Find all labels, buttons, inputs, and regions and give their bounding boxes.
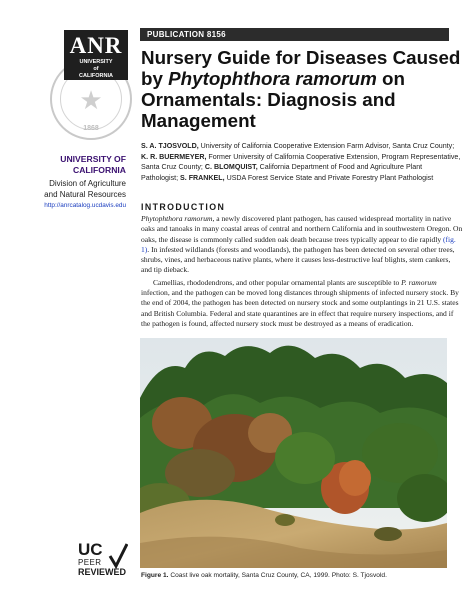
- figure-label: Figure 1.: [141, 572, 169, 579]
- intro-body: [141, 214, 463, 329]
- title-italic: Phytophthora ramorum: [168, 68, 377, 89]
- anr-logo: [64, 30, 128, 80]
- oak-mortality-photo: [140, 338, 447, 568]
- author-role: University of California Cooperative Extension Farm Advisor, Santa Cruz County;: [198, 142, 455, 150]
- peer-line1: PEER: [78, 558, 102, 567]
- university-name: UNIVERSITY OF CALIFORNIA: [60, 154, 126, 175]
- text-run: Camellias, rhododendrons, and other popular ornamental plants are susceptible to: [153, 277, 402, 287]
- title-part1: Nursery Guide for Diseases Caused by: [141, 47, 461, 89]
- anr-logo-line1: UNIVERSITY: [79, 59, 113, 65]
- check-icon: [108, 542, 128, 570]
- peer-line2: REVIEWED: [78, 567, 127, 577]
- species-name: Phytophthora ramorum: [141, 214, 213, 223]
- intro-paragraph-1: [141, 214, 463, 276]
- authors-block: [141, 141, 461, 183]
- seal-year: 1868: [83, 125, 99, 132]
- publication-banner: PUBLICATION 8156: [140, 28, 449, 41]
- catalog-link[interactable]: http://anrcatalog.ucdavis.edu: [44, 202, 126, 209]
- author-name: K. R. BUERMEYER,: [141, 152, 207, 161]
- anr-logo-line2: of: [93, 66, 99, 72]
- figure-caption: [141, 572, 461, 579]
- author-name: C. BLOMQUIST,: [204, 163, 258, 172]
- author-role: USDA Forest Service State and Private Forestry Plant Pathologist: [224, 173, 434, 182]
- peer-reviewed-mark: [78, 542, 132, 577]
- figure-link[interactable]: (fig. 1): [141, 234, 456, 254]
- author-role: California Department of Food and Agriculture Plant Pathologist;: [141, 163, 423, 182]
- anr-logo-text: ANR: [69, 33, 123, 58]
- author-role: Former University of California Cooperative Extension, Program Representative, Santa Cruz County;: [141, 152, 461, 172]
- figure-text: Coast live oak mortality, Santa Cruz County, CA, 1999. Photo: S. Tjosvold.: [168, 572, 387, 579]
- text-run: . In infested wildlands (forests and woodlands), the pathogen has been detected on several other trees, shrubs, vines, and herbaceous native plants, where it causes less-destructive leaf blights, stem cankers, and tip dieback.: [141, 244, 455, 275]
- title-part2: on Ornamentals: Diagnosis and Management: [141, 68, 406, 131]
- author-name: S. A. TJOSVOLD,: [141, 142, 199, 150]
- figure-photo: [140, 338, 447, 568]
- section-heading: INTRODUCTION: [141, 202, 226, 212]
- seal-star-icon: ★: [79, 86, 103, 115]
- division-name: Division of Agriculture and Natural Resources: [44, 179, 126, 199]
- text-run: infection, and the pathogen can be moved long distances through shipments of infected nursery stock. By the end of 2004, the pathogen has been detected on nursery stock and some outplantings in 21 U.S. states and British Columbia. Federal and state quarantines are in effect that require nursery inspections, and if the pathogen is found, affected nursery stock must be destroyed as a means of eradication.: [141, 288, 459, 328]
- page-title: [141, 47, 461, 131]
- anr-logo-line3: CALIFORNIA: [79, 73, 113, 79]
- species-name: P. ramorum: [401, 277, 437, 287]
- peer-uc: UC: [78, 540, 103, 559]
- text-run: , a newly discovered plant pathogen, has caused widespread mortality in native oaks and tanoaks in many coastal areas of central and northern California and in southwestern Oregon. On oaks, the disease is commonly called sudden oak death because trees typically appear to die rapidly: [141, 214, 463, 244]
- author-name: S. FRANKEL,: [180, 173, 225, 182]
- intro-paragraph-2: [141, 278, 463, 329]
